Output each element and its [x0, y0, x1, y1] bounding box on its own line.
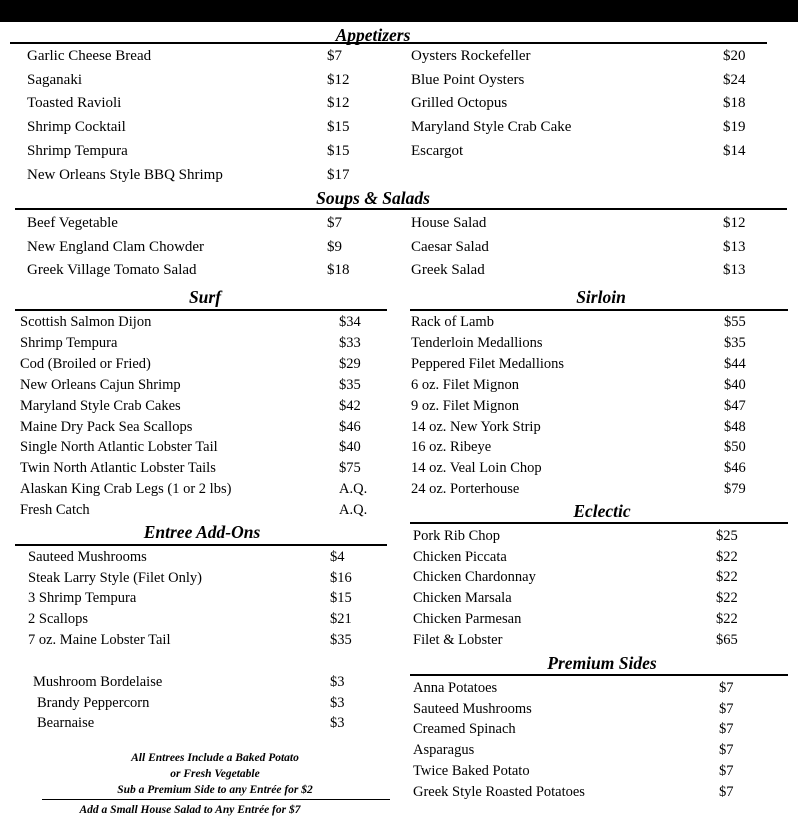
appetizers-left-item-price: $7: [327, 48, 342, 64]
premium-sides-items-item-price: $7: [719, 762, 734, 779]
surf-items-item-name: Scottish Salmon Dijon: [20, 314, 152, 330]
sirloin-items-item-name: Peppered Filet Medallions: [411, 355, 565, 372]
soups-salads-left-item-price: $18: [327, 262, 350, 279]
premium-sides-heading: Premium Sides: [547, 653, 657, 673]
premium-sides-items-item-name: Greek Style Roasted Potatoes: [413, 783, 585, 800]
sirloin-items-item-price: $46: [724, 460, 746, 477]
surf-items-item-name: Single North Atlantic Lobster Tail: [20, 439, 218, 456]
eclectic-items-item-name: Chicken Parmesan: [413, 610, 522, 627]
surf-items-item-name: Twin North Atlantic Lobster Tails: [20, 460, 216, 477]
soups-salads-left-item-name: New England Clam Chowder: [27, 238, 205, 255]
sirloin-items-item-price: $55: [724, 314, 746, 330]
appetizers-right-item-price: $24: [723, 71, 746, 88]
appetizers-right-item-name: Blue Point Oysters: [411, 71, 525, 88]
appetizers-heading: Appetizers: [335, 25, 411, 45]
top-black-bar: [0, 0, 798, 22]
appetizers-left-item-name: Garlic Cheese Bread: [27, 48, 152, 64]
eclectic-items-item-price: $25: [716, 528, 738, 544]
appetizers-left-item-price: $15: [327, 142, 350, 159]
surf-items-item-name: Alaskan King Crab Legs (1 or 2 lbs): [20, 481, 232, 498]
sirloin-items-item-name: 9 oz. Filet Mignon: [411, 397, 519, 414]
addons-items-item-price: $4: [330, 549, 345, 565]
appetizers-left-item-price: $17: [327, 166, 350, 183]
surf-items-item-name: New Orleans Cajun Shrimp: [20, 376, 181, 393]
sirloin-items-item-price: $44: [724, 355, 746, 372]
addons-items-item-price: $35: [330, 631, 352, 648]
addons-items-item-price: $16: [330, 569, 352, 586]
surf-rule: [15, 309, 387, 311]
surf-items-item-price: $46: [339, 418, 361, 435]
premium-sides-items-item-price: $7: [719, 742, 734, 759]
addons-items-item-name: 2 Scallops: [28, 611, 89, 628]
sirloin-items-item-name: 16 oz. Ribeye: [411, 439, 492, 456]
surf-items-item-name: Maine Dry Pack Sea Scallops: [20, 418, 193, 435]
soups-salads-right-item-price: $13: [723, 238, 746, 255]
note-fresh-vegetable: or Fresh Vegetable: [170, 768, 260, 780]
appetizers-rule: [10, 42, 767, 44]
premium-sides-items-item-name: Sauteed Mushrooms: [413, 700, 532, 717]
sirloin-items-item-price: $35: [724, 334, 746, 351]
premium-sides-items-item-price: $7: [719, 783, 734, 800]
sirloin-items-item-name: Tenderloin Medallions: [411, 334, 543, 351]
addons-items-item-price: $15: [330, 590, 352, 607]
premium-sides-rule: [410, 674, 788, 676]
surf-items-item-price: $42: [339, 397, 361, 414]
appetizers-left-item-name: Saganaki: [27, 71, 82, 88]
addons-items-item-name: Steak Larry Style (Filet Only): [28, 569, 202, 586]
eclectic-rule: [410, 522, 788, 524]
addons-sauces-item-price: $3: [330, 694, 345, 711]
addons-sauces-item-name: Mushroom Bordelaise: [33, 674, 163, 690]
premium-sides-items-item-name: Twice Baked Potato: [413, 762, 530, 779]
appetizers-right-item-price: $19: [723, 119, 746, 136]
premium-sides-items-item-price: $7: [719, 721, 734, 738]
addons-items-item-name: Sauteed Mushrooms: [28, 549, 147, 565]
note-premium-side: Sub a Premium Side to any Entrée for $2: [117, 784, 313, 796]
appetizers-left-item-price: $12: [327, 95, 350, 112]
soups-salads-right-item-price: $13: [723, 262, 746, 279]
eclectic-heading: Eclectic: [573, 501, 631, 521]
appetizers-left-item-name: Shrimp Tempura: [27, 142, 128, 159]
soups-salads-left-item-name: Beef Vegetable: [27, 215, 118, 231]
sirloin-items-item-name: 6 oz. Filet Mignon: [411, 376, 519, 393]
surf-items-item-price: $75: [339, 460, 361, 477]
appetizers-left-item-price: $12: [327, 71, 350, 88]
surf-heading: Surf: [188, 287, 222, 307]
soups-salads-left-item-name: Greek Village Tomato Salad: [27, 262, 197, 279]
surf-items-item-price: $40: [339, 439, 361, 456]
appetizers-left-item-price: $15: [327, 119, 350, 136]
note-entrees-include: All Entrees Include a Baked Potato: [131, 752, 299, 764]
appetizers-right-item-name: Oysters Rockefeller: [411, 48, 531, 64]
addons-sauces-item-name: Brandy Peppercorn: [37, 694, 150, 711]
eclectic-items-item-price: $22: [716, 548, 738, 565]
appetizers-right-item-price: $20: [723, 48, 746, 64]
soups-salads-right-item-price: $12: [723, 215, 746, 231]
addons-sauces-item-price: $3: [330, 715, 345, 731]
surf-items-item-name: Fresh Catch: [20, 502, 90, 519]
eclectic-items-item-price: $22: [716, 590, 738, 607]
sirloin-items-item-name: 14 oz. New York Strip: [411, 418, 541, 435]
soups-salads-left-item-price: $7: [327, 215, 342, 231]
addons-rule: [15, 544, 387, 546]
eclectic-items-item-name: Chicken Chardonnay: [413, 569, 536, 586]
appetizers-left-item-name: New Orleans Style BBQ Shrimp: [27, 166, 223, 183]
premium-sides-items-item-price: $7: [719, 700, 734, 717]
soups-salads-rule: [15, 208, 787, 210]
sirloin-items-item-price: $40: [724, 376, 746, 393]
premium-sides-items-item-name: Creamed Spinach: [413, 721, 516, 738]
eclectic-items-item-name: Chicken Marsala: [413, 590, 512, 607]
appetizers-right-item-name: Grilled Octopus: [411, 95, 508, 112]
soups-salads-left-item-price: $9: [327, 238, 342, 255]
soups-salads-right-item-name: Caesar Salad: [411, 238, 489, 255]
appetizers-right-item-name: Maryland Style Crab Cake: [411, 119, 572, 136]
soups-salads-right-item-name: Greek Salad: [411, 262, 485, 279]
surf-items-item-price: $33: [339, 334, 361, 351]
eclectic-items-item-name: Pork Rib Chop: [413, 528, 501, 544]
surf-items-item-price: $34: [339, 314, 361, 330]
appetizers-right-item-price: $18: [723, 95, 746, 112]
soups-salads-right-item-name: House Salad: [411, 215, 487, 231]
note-house-salad: Add a Small House Salad to Any Entrée for $7: [79, 804, 301, 816]
addons-items-item-price: $21: [330, 611, 352, 628]
addons-heading: Entree Add-Ons: [143, 522, 261, 542]
addons-items-item-name: 7 oz. Maine Lobster Tail: [28, 631, 171, 648]
sirloin-items-item-price: $79: [724, 481, 746, 498]
addons-sauces-item-name: Bearnaise: [37, 715, 95, 731]
sirloin-heading: Sirloin: [576, 287, 626, 307]
eclectic-items-item-price: $65: [716, 631, 738, 648]
eclectic-items-item-price: $22: [716, 610, 738, 627]
appetizers-right-item-name: Escargot: [411, 142, 464, 159]
surf-items-item-name: Cod (Broiled or Fried): [20, 355, 151, 372]
premium-sides-items-item-price: $7: [719, 680, 734, 696]
eclectic-items-item-name: Filet & Lobster: [413, 631, 503, 648]
surf-items-item-price: A.Q.: [339, 502, 368, 519]
appetizers-left-item-name: Toasted Ravioli: [27, 95, 122, 112]
appetizers-left-item-name: Shrimp Cocktail: [27, 119, 126, 136]
surf-items-item-name: Maryland Style Crab Cakes: [20, 397, 181, 414]
notes-rule: [42, 799, 390, 800]
surf-items-item-name: Shrimp Tempura: [20, 334, 118, 351]
sirloin-items-item-price: $48: [724, 418, 746, 435]
appetizers-right-item-price: $14: [723, 142, 746, 159]
eclectic-items-item-name: Chicken Piccata: [413, 548, 507, 565]
addons-sauces-item-price: $3: [330, 674, 345, 690]
sirloin-items-item-price: $47: [724, 397, 746, 414]
sirloin-items-item-price: $50: [724, 439, 746, 456]
premium-sides-items-item-name: Anna Potatoes: [413, 680, 498, 696]
sirloin-items-item-name: 24 oz. Porterhouse: [411, 481, 520, 498]
addons-items-item-name: 3 Shrimp Tempura: [28, 590, 137, 607]
eclectic-items-item-price: $22: [716, 569, 738, 586]
surf-items-item-price: $35: [339, 376, 361, 393]
soups-salads-heading: Soups & Salads: [316, 188, 430, 208]
surf-items-item-price: A.Q.: [339, 481, 368, 498]
sirloin-rule: [410, 309, 788, 311]
sirloin-items-item-name: Rack of Lamb: [411, 314, 494, 330]
sirloin-items-item-name: 14 oz. Veal Loin Chop: [411, 460, 542, 477]
premium-sides-items-item-name: Asparagus: [413, 742, 475, 759]
surf-items-item-price: $29: [339, 355, 361, 372]
